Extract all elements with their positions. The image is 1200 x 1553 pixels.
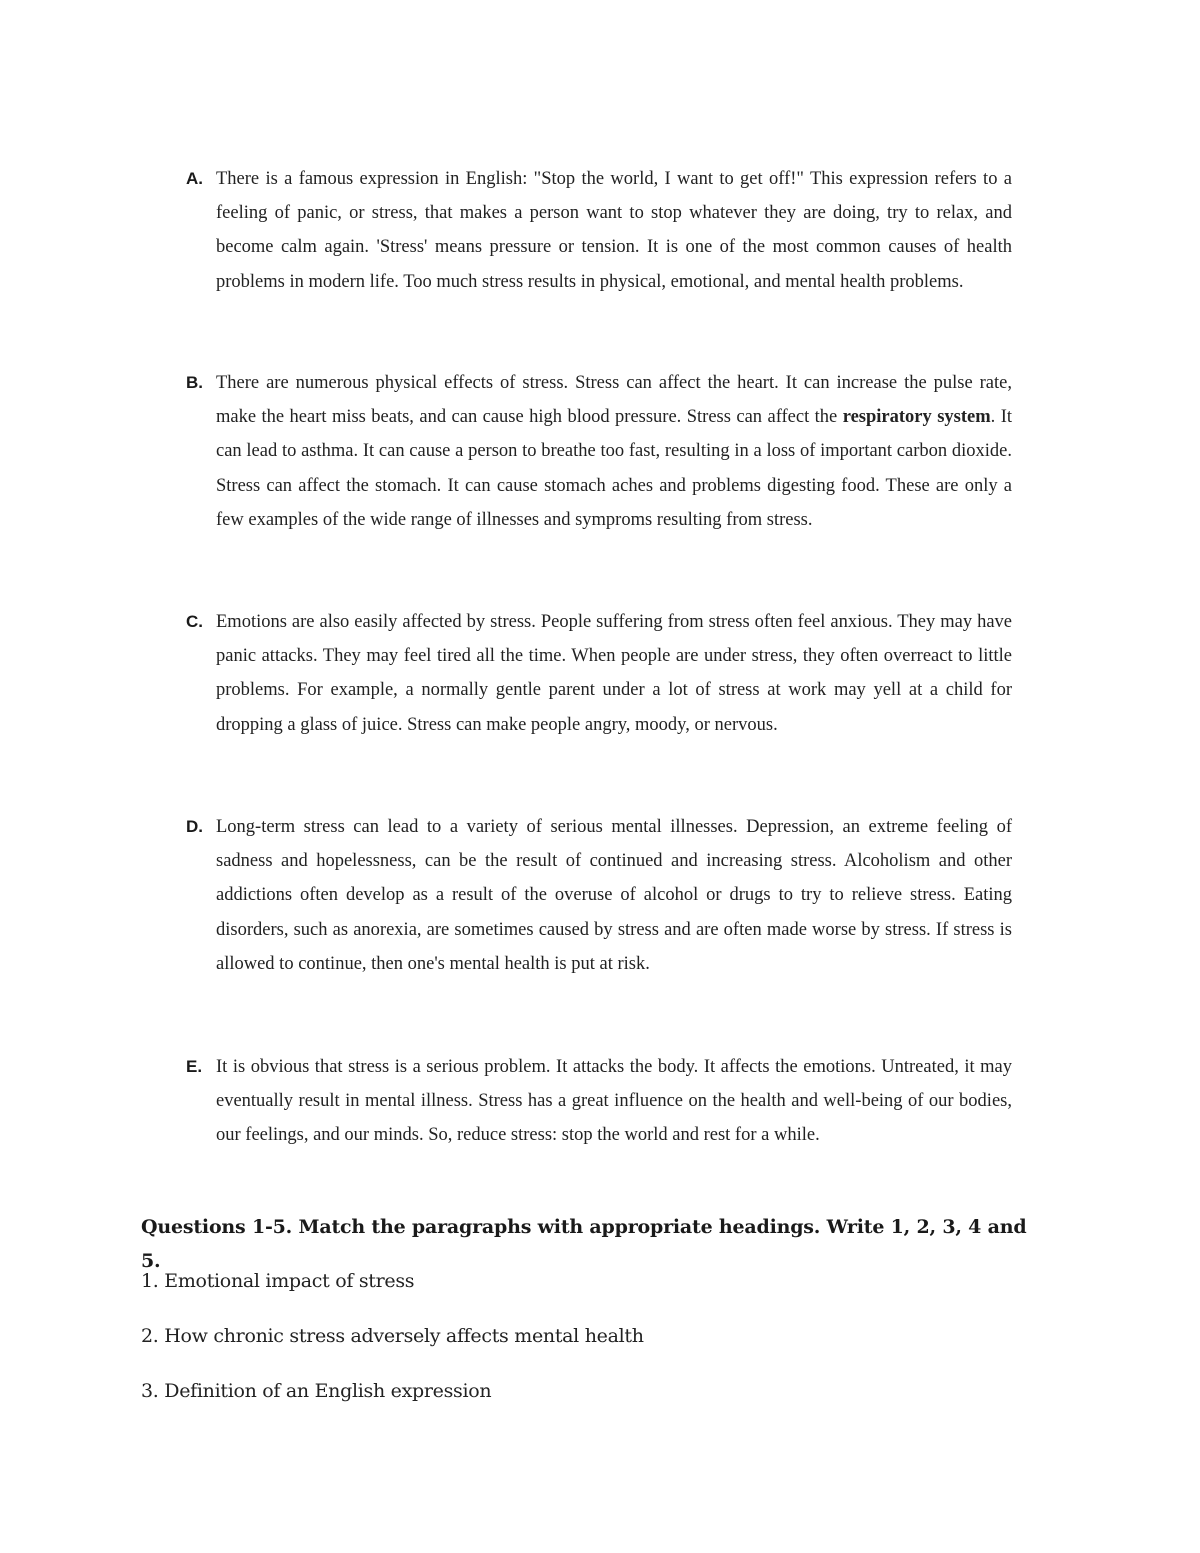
paragraph-text-part: . It can lead to asthma. It can cause a person to breathe too fast, resulting in a loss of important carbon dioxide. Stress can affect the stomach. It can cause stomach aches and problems digesting food. These are only a few examples of the wide range of illnesses and symproms resulting from stress. <box>216 407 1012 530</box>
paragraph-e <box>186 1050 1012 1153</box>
paragraph-text: Emotions are also easily affected by stress. People suffering from stress often feel anxious. They may have panic attacks. They may feel tired all the time. When people are under stress, they often overreact to little problems. For example, a normally gentle parent under a lot of stress at work may yell at a child for dropping a glass of juice. Stress can make people angry, moody, or nervous. <box>216 612 1012 735</box>
paragraph-letter: C. <box>186 612 203 631</box>
paragraph-text: Long-term stress can lead to a variety of serious mental illnesses. Depression, an extreme feeling of sadness and hopelessness, can be the result of continued and increasing stress. Alcoholism and other addictions often develop as a result of the overuse of alcohol or drugs to try to relieve stress. Eating disorders, such as anorexia, are sometimes caused by stress and are often made worse by stress. If stress is allowed to continue, then one's mental health is put at risk. <box>216 817 1012 974</box>
paragraph-letter: E. <box>186 1057 203 1076</box>
paragraph-text-part: There are numerous physical effects of stress. Stress can affect the heart. It can increase the pulse rate, make the heart miss beats, and can cause high blood pressure. Stress can affect the <box>216 373 1012 428</box>
heading-list <box>141 1264 644 1429</box>
paragraph-c <box>186 605 1012 742</box>
paragraph-text: There is a famous expression in English: "Stop the world, I want to get off!" This expression refers to a feeling of panic, or stress, that makes a person want to stop whatever they are doing, try to relax, and become calm again. 'Stress' means pressure or tension. It is one of the most common causes of health problems in modern life. Too much stress results in physical, emotional, and mental health problems. <box>216 169 1012 292</box>
heading-item: 2. How chronic stress adversely affects mental health <box>141 1325 644 1347</box>
heading-item: 3. Definition of an English expression <box>141 1380 492 1402</box>
paragraph-text: It is obvious that stress is a serious problem. It attacks the body. It affects the emotions. Untreated, it may eventually result in mental illness. Stress has a great influence on the health and well-being of our bodies, our feelings, and our minds. So, reduce stress: stop the world and rest for a while. <box>216 1057 1012 1146</box>
heading-item: 1. Emotional impact of stress <box>141 1270 415 1292</box>
paragraph-letter: A. <box>186 169 203 188</box>
paragraph-d <box>186 810 1012 981</box>
bold-term: respiratory system <box>842 407 991 428</box>
questions-title: Questions 1-5. Match the paragraphs with appropriate headings. Write 1, 2, 3, 4 and 5. <box>141 1216 1027 1272</box>
paragraph-a <box>186 162 1012 299</box>
paragraph-text <box>216 366 1012 537</box>
paragraph-letter: D. <box>186 817 203 836</box>
paragraph-letter: B. <box>186 373 203 392</box>
paragraph-b <box>186 366 1012 537</box>
